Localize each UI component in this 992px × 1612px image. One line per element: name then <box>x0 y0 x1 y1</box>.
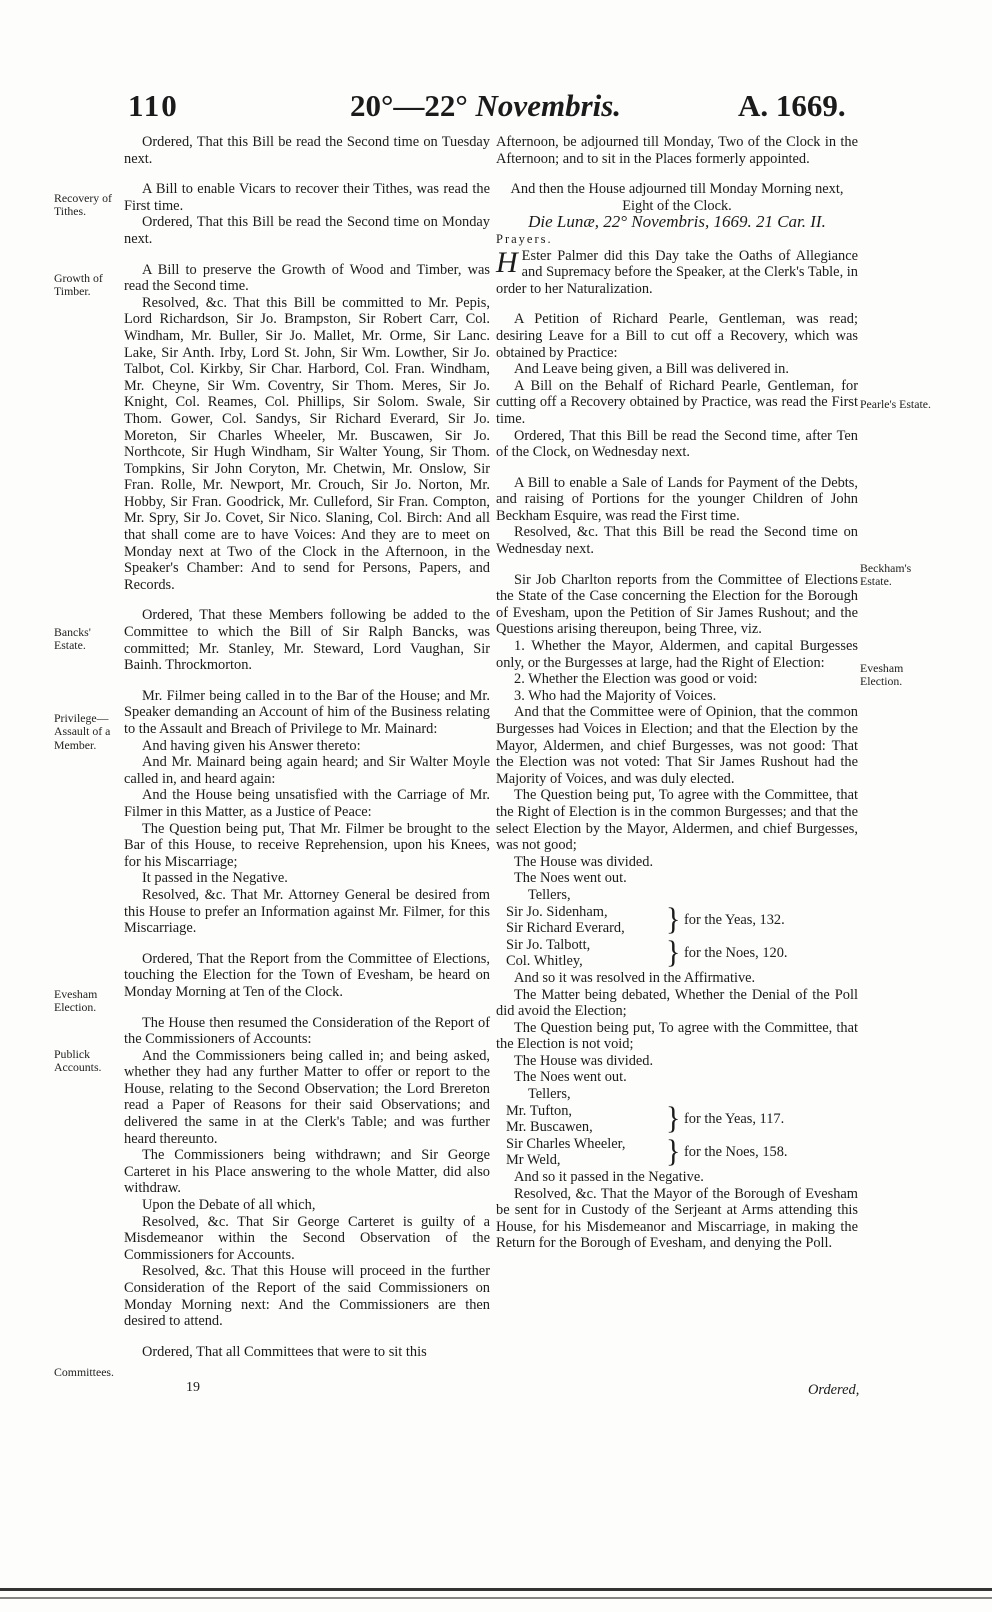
teller-name: Sir Jo. Sidenham, <box>506 903 608 920</box>
paragraph: Ordered, That the Report from the Committee of Elections, touching the Election for the Town of Evesham, be heard on Monday Morning at Ten of the Clock. <box>124 950 490 1000</box>
brace: } <box>666 902 681 937</box>
paragraph: The Matter being debated, Whether the Denial of the Poll did avoid the Election; <box>496 986 858 1020</box>
paragraph: And the House being unsatisfied with the Carriage of Mr. Filmer in this Matter, as a Justice of Peace: <box>124 787 490 820</box>
paragraph: Ordered, That these Members following be added to the Committee to which the Bill of Sir Ralph Bancks, was committed; Mr. Stanley, Mr. Steward, Lord Vaughan, Sir Bainh. Throckmorton. <box>124 607 490 674</box>
bottom-rule <box>0 1588 992 1591</box>
paragraph: Resolved, &c. That Sir George Carteret is guilty of a Misdemeanor within the Second Observation of the Commissioners for Accounts. <box>124 1213 490 1263</box>
paragraph: The Question being put, That Mr. Filmer be brought to the Bar of this House, to receive Reprehension, upon his Knees, for his Miscarriage; <box>124 820 490 870</box>
running-header <box>0 88 992 132</box>
drop-cap: H <box>496 245 518 279</box>
paragraph: Resolved, &c. That this Bill be committed to Mr. Pepis, Lord Richardson, Sir Jo. Brampston, Sir Robert Carr, Col. Windham, Mr. Buller, Sir Jo. Mallet, Mr. Orme, Sir Lanc. Lake, Sir Anth. Irby, Lord St. John, Sir Wm. Lowther, Sir Jo. Talbot, Col. Kirkby, Sir Char. Harbord, Col. Fran. Windham, Mr. Cheyne, Sir Wm. Coventry, Sir Thom. Meres, Sir Jo. Knight, Col. Reames, Col. Phillips, Sir Solom. Swale, Sir Thom. Gower, Col. Sandys, Sir Richard Everard, Sir Jo. Moreton, Sir Charles Wheeler, Mr. Buscawen, Sir Jo. Northcote, Sir Hugh Windham, Sir Walter Young, Sir Thom. Tompkins, Sir John Coryton, Mr. Chetwin, Mr. Onslow, Sir Fran. Rolle, Mr. Newport, Mr. Crouch, Sir Jo. Norton, Mr. Hobby, Sir Fran. Goodrick, Mr. Culleford, Sir Fran. Compton, Mr. Spry, Sir Jo. Covet, Sir Nico. Slaning, Col. Birch: And all that shall come are to have Voices: And they are to meet on Monday next at Two of the Clock in the Afternoon, in the Speaker's Chamber: And to send for Persons, Papers, and Records. <box>124 294 490 593</box>
paragraph: A Bill to enable a Sale of Lands for Payment of the Debts, and raising of Portions for the younger Children of John Beckham Esquire, was read the First time. <box>496 474 858 524</box>
paragraph: And that the Committee were of Opinion, that the common Burgesses had Voices in Election; and that the Election by the Mayor, Aldermen, and chief Burgesses, was not good: That the Election was not voted: That Sir James Rushout had the Majority of Voices, and was duly elected. <box>496 704 858 787</box>
paragraph: Resolved, &c. That this House will proceed in the further Consideration of the Report of the said Commissioners on Monday Morning next: And the Commissioners are then desired to attend. <box>124 1263 490 1330</box>
bottom-rule <box>0 1597 992 1599</box>
paragraph <box>496 245 858 298</box>
signature-mark: 19 <box>186 1380 200 1395</box>
paragraph: Ordered, That this Bill be read the Second time, after Ten of the Clock, on Wednesday next. <box>496 427 858 461</box>
paragraph: 2. Whether the Election was good or void: <box>514 671 758 688</box>
sitting-date: Die Lunæ, 22° Novembris, 1669. 21 Car. II. <box>528 212 826 232</box>
paragraph: And having given his Answer thereto: <box>142 737 361 754</box>
margin-note-privilege: Privilege— Assault of a Member. <box>54 711 111 752</box>
paragraph: Ordered, That this Bill be read the Second time on Tuesday next. <box>124 134 490 167</box>
margin-note-publick-accounts: Publick Accounts. <box>54 1047 102 1075</box>
paragraph: And the Commissioners being called in; and being asked, whether they had any further Matter to offer or report to the House, relating to the Second Observation; the Lord Brereton read a Paper of Reasons for their said Observations; and delivered the same in at the Clerk's Table; and was further heard thereunto. <box>124 1047 490 1147</box>
paragraph: 3. Who had the Majority of Voices. <box>514 687 717 704</box>
tellers-noes <box>496 937 858 970</box>
paragraph: And so it was resolved in the Affirmative. <box>514 969 756 986</box>
right-column <box>496 134 858 1252</box>
running-head <box>350 88 621 124</box>
margin-note-pearles-estate: Pearle's Estate. <box>860 397 931 411</box>
teller-name: Sir Jo. Talbott, <box>506 936 591 953</box>
paragraph: Afternoon, be adjourned till Monday, Two of the Clock in the Afternoon; and to sit in the Places formerly appointed. <box>496 134 858 167</box>
tellers-noes <box>496 1136 858 1169</box>
paragraph: The House was divided. <box>514 1052 654 1069</box>
teller-name: Sir Charles Wheeler, <box>506 1135 626 1152</box>
paragraph: Sir Job Charlton reports from the Committee of Elections the State of the Case concerning the Election for the Borough of Evesham, upon the Petition of Sir James Rushout; and the Questions arising thereupon, being Three, viz. <box>496 571 858 638</box>
paragraph: The Commissioners being withdrawn; and Sir George Carteret in his Place answering to the whole Matter, did also withdraw. <box>124 1147 490 1197</box>
paragraph: Ordered, That all Committees that were to sit this <box>142 1343 427 1360</box>
paragraph: Mr. Filmer being called in to the Bar of the House; and Mr. Speaker demanding an Account of him of the Business relating to the Assault and Breach of Privilege to Mr. Mainard: <box>124 687 490 737</box>
margin-note-bancks-estate: Bancks' Estate. <box>54 625 91 653</box>
paragraph: The Noes went out. <box>514 870 627 887</box>
paragraph: A Bill to preserve the Growth of Wood and Timber, was read the Second time. <box>124 261 490 295</box>
tellers-yeas <box>496 904 858 937</box>
paragraph: The House was divided. <box>514 853 654 870</box>
running-head-month: Novembris. <box>475 88 622 123</box>
paragraph: The Noes went out. <box>514 1069 627 1086</box>
tellers-label: Tellers, <box>528 886 571 903</box>
paragraph: And Mr. Mainard being again heard; and Sir Walter Moyle called in, and heard again: <box>124 754 490 787</box>
year: A. 1669. <box>738 88 846 123</box>
teller-name: Mr. Tufton, <box>506 1102 572 1119</box>
paragraph: Ordered, That this Bill be read the Second time on Monday next. <box>124 214 490 247</box>
page-number: 110 <box>128 88 179 123</box>
brace: } <box>666 935 681 971</box>
teller-name: Sir Richard Everard, <box>506 920 625 937</box>
yeas-count: for the Yeas, 132. <box>684 911 785 928</box>
paragraph-text: Ester Palmer did this Day take the Oaths of Allegiance and Supremacy before the Speaker, at the Clerk's Table, in order to her Naturalization. <box>496 247 858 297</box>
yeas-count: for the Yeas, 117. <box>684 1110 785 1127</box>
paragraph: A Bill to enable Vicars to recover their Tithes, was read the First time. <box>124 181 490 214</box>
margin-note-recovery-of-tithes: Recovery of Tithes. <box>54 191 112 219</box>
tellers-yeas <box>496 1103 858 1136</box>
paragraph: Resolved, &c. That the Mayor of the Borough of Evesham be sent for in Custody of the Serjeant at Arms attending this House, for his Misdemeanor and Miscarriage, in making the Return for the Borough of Evesham, and denying the Poll. <box>496 1185 858 1252</box>
paragraph: Resolved, &c. That this Bill be read the Second time on Wednesday next. <box>496 524 858 558</box>
catchword: Ordered, <box>808 1382 860 1398</box>
margin-note-evesham-election: Evesham Election. <box>54 987 98 1015</box>
noes-count: for the Noes, 158. <box>684 1144 788 1161</box>
running-head-dates: 20°—22° <box>350 88 468 123</box>
prayers-heading: Prayers. <box>496 231 553 246</box>
margin-note-beckhams-estate: Beckham's Estate. <box>860 561 912 589</box>
adjournment: And then the House adjourned till Monday Morning next, Eight of the Clock. <box>510 181 844 214</box>
teller-name: Mr Weld, <box>506 1152 561 1169</box>
teller-name: Mr. Buscawen, <box>506 1119 593 1136</box>
paragraph: A Petition of Richard Pearle, Gentleman, was read; desiring Leave for a Bill to cut off a Recovery, which was obtained by Practice: <box>496 311 858 361</box>
paragraph: And Leave being given, a Bill was delivered in. <box>514 361 789 378</box>
margin-note-growth-of-timber: Growth of Timber. <box>54 271 103 299</box>
paragraph: And so it passed in the Negative. <box>514 1169 704 1186</box>
left-column <box>124 134 490 1360</box>
noes-count: for the Noes, 120. <box>684 945 788 962</box>
paragraph: It passed in the Negative. <box>142 870 288 887</box>
margin-note-committees: Committees. <box>54 1365 114 1379</box>
paragraph: Resolved, &c. That Mr. Attorney General be desired from this House to prefer an Information against Mr. Filmer, for this Miscarriage. <box>124 886 490 937</box>
paragraph: 1. Whether the Mayor, Aldermen, and capital Burgesses only, or the Burgesses at large, had the Right of Election: <box>496 638 858 671</box>
paragraph: The Question being put, To agree with the Committee, that the Election is not void; <box>496 1019 858 1053</box>
tellers-label: Tellers, <box>528 1086 571 1103</box>
paragraph: Upon the Debate of all which, <box>142 1197 316 1214</box>
brace: } <box>666 1134 681 1170</box>
brace: } <box>666 1101 681 1137</box>
teller-name: Col. Whitley, <box>506 953 583 970</box>
margin-note-evesham-election-right: Evesham Election. <box>860 661 904 689</box>
paragraph: The Question being put, To agree with the Committee, that the Right of Election is in the common Burgesses; and that the select Election by the Mayor, Aldermen, and chief Burgesses, was not good; <box>496 787 858 854</box>
paragraph: A Bill on the Behalf of Richard Pearle, Gentleman, for cutting off a Recovery obtained by Practice, was read the First time. <box>496 377 858 427</box>
paragraph: The House then resumed the Consideration of the Report of the Commissioners of Accounts: <box>124 1014 490 1048</box>
